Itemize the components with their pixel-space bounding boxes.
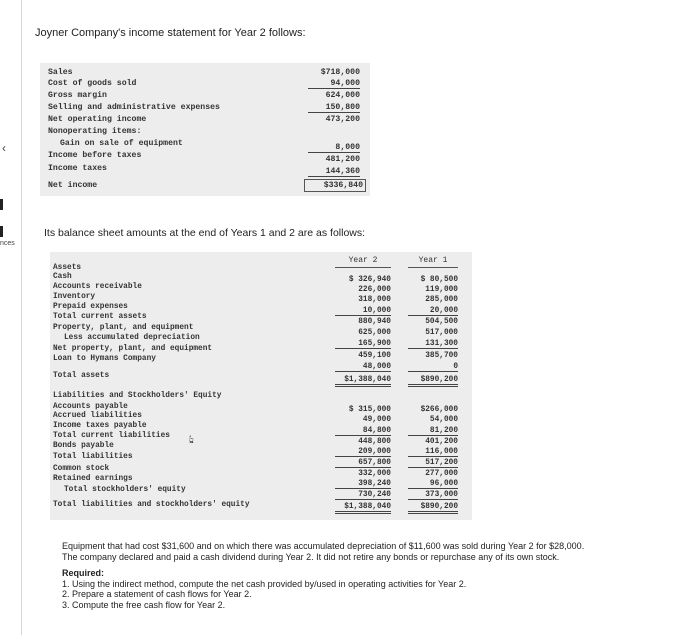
bs-row-label: Inventory [53,293,96,301]
income-row-label: Cost of goods sold [48,79,137,88]
bs-row-label: Net property, plant, and equipment [53,345,213,353]
income-row-value: $336,840 [304,179,366,192]
section-heading-assets: Assets [53,264,82,272]
bs-value-year2: 398,240 [335,480,391,489]
income-row-label: Income taxes [48,164,107,173]
bs-value-year2: 48,000 [335,363,391,372]
bs-row-label: Total current assets [53,313,147,321]
section-heading-liabilities: Liabilities and Stockholders' Equity [53,392,222,400]
bs-value-year2: 459,100 [358,352,391,360]
income-row-value: 481,200 [325,155,360,164]
bs-value-year2: 318,000 [358,296,391,304]
bs-value-year2: 332,000 [358,470,391,478]
bs-row-label: Total liabilities [53,453,133,461]
bs-row-label: Common stock [53,465,110,473]
bs-value-year2: 165,900 [335,340,391,349]
collapse-chevron-icon[interactable]: ‹ [2,141,6,155]
required-heading: Required: [62,568,105,578]
bs-value-year1: 54,000 [429,416,458,424]
bs-row-label: Total current liabilities [53,432,170,440]
income-row-label: Nonoperating items: [48,127,142,136]
bs-value-year1: $ 80,500 [420,276,458,284]
bs-value-year1: 116,000 [408,448,458,457]
bs-value-year2: 10,000 [335,307,391,316]
requirement-item: 3. Compute the free cash flow for Year 2. [62,599,226,610]
income-row-label: Sales [48,68,73,77]
bs-value-year1: 373,000 [408,491,458,500]
bs-value-year1: 401,200 [425,438,458,446]
bs-value-year1: 385,700 [425,352,458,360]
bs-value-year2: 730,240 [335,491,391,500]
bs-row-label: Accounts receivable [53,283,142,291]
bs-value-year2: $1,388,040 [335,503,391,514]
bs-value-year1: 517,000 [425,329,458,337]
income-row-value: 144,360 [308,167,360,177]
column-header-year1: Year 1 [408,256,458,268]
bs-value-year2: 657,800 [335,459,391,468]
income-row-label: Gross margin [48,91,107,100]
bs-value-year1: 277,000 [425,470,458,478]
bs-row-label: Retained earnings [53,475,133,483]
bs-value-year1: 504,500 [425,318,458,326]
bs-row-label: Cash [53,273,72,281]
bs-value-year1: 285,000 [425,296,458,304]
note-line: Equipment that had cost $31,600 and on which there was accumulated depreciation of $11,600 was sold during Year 2 for $28,000. [62,541,585,551]
bs-row-label: Prepaid expenses [53,303,128,311]
income-row-label: Net operating income [48,115,147,124]
note-line: The company declared and paid a cash dividend during Year 2. It did not retire any bonds or repurchase any of its own stock. [62,551,560,562]
bs-row-label: Bonds payable [53,442,114,450]
requirement-item: 1. Using the indirect method, compute the net cash provided by/used in operating activities for Year 2. [62,578,467,589]
bs-value-year1: $890,200 [408,503,458,514]
income-row-value: $718,000 [320,68,360,77]
bs-value-year1: 119,000 [425,286,458,294]
bs-value-year2: $ 315,000 [348,406,391,414]
bs-value-year2: $ 326,940 [348,276,391,284]
bs-value-year2: 448,800 [358,438,391,446]
mouse-pointer-icon: 👆︎ [189,434,194,446]
income-row-value: 94,000 [308,79,360,89]
bs-row-label: Total stockholders' equity [64,486,186,494]
bs-row-label: Accounts payable [53,403,128,411]
bs-value-year2: 625,000 [358,329,391,337]
income-statement-table [40,63,370,196]
bs-row-label: Total assets [53,372,110,380]
bs-value-year1: 517,200 [408,459,458,468]
bs-row-label: Less accumulated depreciation [64,334,200,342]
income-row-label: Selling and administrative expenses [48,103,220,112]
problem-notes [62,541,692,610]
bs-value-year1: 96,000 [408,480,458,489]
income-row-label: Net income [48,181,98,190]
bs-row-label: Total liabilities and stockholders' equity [53,501,250,509]
bs-value-year2: 209,000 [335,448,391,457]
bs-value-year2: 880,940 [358,318,391,326]
sidebar-divider [21,0,22,635]
bs-row-label: Property, plant, and equipment [53,324,194,332]
sidebar-marker [0,226,3,237]
bs-row-label: Income taxes payable [53,422,147,430]
bs-value-year1: $890,200 [408,376,458,387]
bs-value-year1: 81,200 [408,427,458,436]
income-row-label: Income before taxes [48,151,142,160]
income-row-value: 150,800 [308,103,360,113]
sidebar-marker [0,199,3,210]
bs-value-year1: 0 [408,363,458,372]
bs-value-year2: $1,388,040 [335,376,391,387]
bs-row-label: Loan to Hymans Company [53,355,156,363]
income-row-value: 624,000 [325,91,360,100]
bs-value-year1: 131,300 [408,340,458,349]
balance-sheet-intro: Its balance sheet amounts at the end of Years 1 and 2 are as follows: [44,227,366,239]
income-row-value: 473,200 [325,115,360,124]
income-row-value: 8,000 [308,143,360,153]
bs-value-year2: 49,000 [362,416,391,424]
bs-value-year2: 226,000 [358,286,391,294]
balance-sheet-table [50,252,472,520]
requirement-item: 2. Prepare a statement of cash flows for Year 2. [62,589,252,599]
bs-value-year2: 84,800 [335,427,391,436]
page-title: Joyner Company's income statement for Year 2 follows: [35,27,306,39]
bs-value-year1: $266,000 [420,406,458,414]
column-header-year2: Year 2 [335,256,391,268]
bs-value-year1: 20,000 [408,307,458,316]
income-row-label: Gain on sale of equipment [60,139,183,148]
sidebar-margin-label: nces [0,240,15,247]
bs-row-label: Accrued liabilities [53,412,142,420]
